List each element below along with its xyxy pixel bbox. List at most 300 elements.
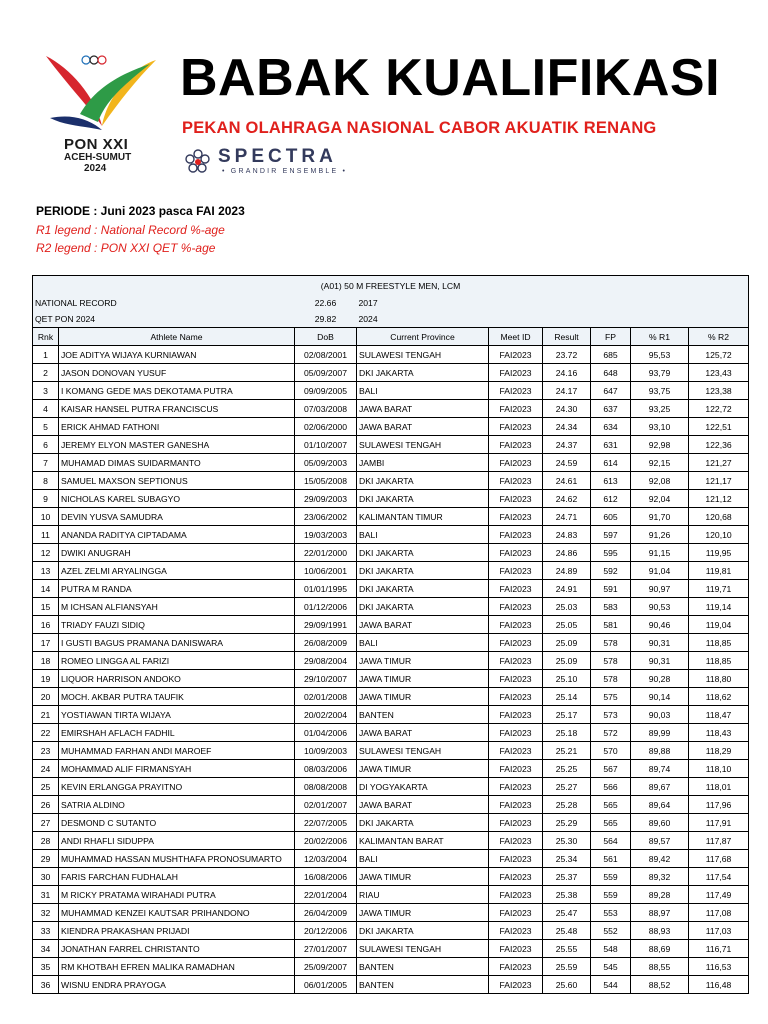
cell-fp: 559 <box>591 886 631 904</box>
table-row <box>33 670 749 688</box>
cell-meet-id: FAI2023 <box>489 976 543 994</box>
table-row <box>33 562 749 580</box>
table-row <box>33 940 749 958</box>
column-header-meet-id: Meet ID <box>489 328 543 346</box>
cell-rank: 7 <box>33 454 59 472</box>
cell-r1: 92,15 <box>631 454 689 472</box>
cell-r1: 89,64 <box>631 796 689 814</box>
cell-result: 25.25 <box>543 760 591 778</box>
cell-dob: 02/01/2008 <box>295 688 357 706</box>
cell-r2: 123,38 <box>689 382 749 400</box>
cell-athlete-name: MOCH. AKBAR PUTRA TAUFIK <box>59 688 295 706</box>
cell-dob: 26/04/2009 <box>295 904 357 922</box>
cell-province: JAWA TIMUR <box>357 688 489 706</box>
cell-r2: 119,81 <box>689 562 749 580</box>
cell-r1: 90,97 <box>631 580 689 598</box>
cell-province: BALI <box>357 850 489 868</box>
cell-meet-id: FAI2023 <box>489 904 543 922</box>
cell-result: 24.17 <box>543 382 591 400</box>
cell-rank: 3 <box>33 382 59 400</box>
cell-r1: 93,25 <box>631 400 689 418</box>
qet-time: 29.82 <box>295 311 357 328</box>
cell-fp: 548 <box>591 940 631 958</box>
cell-fp: 647 <box>591 382 631 400</box>
cell-rank: 5 <box>33 418 59 436</box>
cell-fp: 544 <box>591 976 631 994</box>
cell-meet-id: FAI2023 <box>489 454 543 472</box>
cell-dob: 02/01/2007 <box>295 796 357 814</box>
table-row <box>33 544 749 562</box>
cell-r1: 89,32 <box>631 868 689 886</box>
cell-province: DKI JAKARTA <box>357 544 489 562</box>
cell-r1: 90,03 <box>631 706 689 724</box>
cell-fp: 552 <box>591 922 631 940</box>
cell-result: 25.34 <box>543 850 591 868</box>
table-row <box>33 832 749 850</box>
cell-r1: 89,74 <box>631 760 689 778</box>
cell-r2: 125,72 <box>689 346 749 364</box>
cell-fp: 566 <box>591 778 631 796</box>
cell-meet-id: FAI2023 <box>489 526 543 544</box>
cell-fp: 564 <box>591 832 631 850</box>
cell-athlete-name: AZEL ZELMI ARYALINGGA <box>59 562 295 580</box>
cell-r1: 89,60 <box>631 814 689 832</box>
cell-r2: 118,62 <box>689 688 749 706</box>
cell-r2: 116,48 <box>689 976 749 994</box>
cell-province: JAWA TIMUR <box>357 652 489 670</box>
cell-r1: 89,57 <box>631 832 689 850</box>
column-header-result: Result <box>543 328 591 346</box>
cell-dob: 22/01/2004 <box>295 886 357 904</box>
column-header-dob: DoB <box>295 328 357 346</box>
cell-athlete-name: ANANDA RADITYA CIPTADAMA <box>59 526 295 544</box>
cell-dob: 29/08/2004 <box>295 652 357 670</box>
cell-rank: 27 <box>33 814 59 832</box>
cell-r1: 92,98 <box>631 436 689 454</box>
cell-dob: 05/09/2003 <box>295 454 357 472</box>
cell-rank: 15 <box>33 598 59 616</box>
cell-athlete-name: ROMEO LINGGA AL FARIZI <box>59 652 295 670</box>
spectra-flower-icon <box>182 146 214 178</box>
cell-dob: 15/05/2008 <box>295 472 357 490</box>
cell-meet-id: FAI2023 <box>489 400 543 418</box>
cell-province: SULAWESI TENGAH <box>357 742 489 760</box>
cell-result: 25.38 <box>543 886 591 904</box>
cell-r2: 119,14 <box>689 598 749 616</box>
cell-dob: 22/01/2000 <box>295 544 357 562</box>
table-row <box>33 814 749 832</box>
cell-meet-id: FAI2023 <box>489 958 543 976</box>
cell-province: KALIMANTAN TIMUR <box>357 508 489 526</box>
cell-meet-id: FAI2023 <box>489 688 543 706</box>
cell-dob: 07/03/2008 <box>295 400 357 418</box>
cell-r1: 88,52 <box>631 976 689 994</box>
cell-result: 25.59 <box>543 958 591 976</box>
table-row <box>33 400 749 418</box>
cell-result: 24.89 <box>543 562 591 580</box>
cell-province: JAWA BARAT <box>357 400 489 418</box>
cell-fp: 573 <box>591 706 631 724</box>
cell-r1: 95,53 <box>631 346 689 364</box>
cell-meet-id: FAI2023 <box>489 850 543 868</box>
cell-meet-id: FAI2023 <box>489 634 543 652</box>
cell-r2: 117,54 <box>689 868 749 886</box>
cell-dob: 20/12/2006 <box>295 922 357 940</box>
cell-rank: 21 <box>33 706 59 724</box>
cell-meet-id: FAI2023 <box>489 364 543 382</box>
cell-dob: 01/04/2006 <box>295 724 357 742</box>
cell-dob: 29/09/2003 <box>295 490 357 508</box>
table-row <box>33 688 749 706</box>
cell-dob: 08/03/2006 <box>295 760 357 778</box>
table-row <box>33 850 749 868</box>
cell-result: 25.55 <box>543 940 591 958</box>
cell-province: DKI JAKARTA <box>357 364 489 382</box>
cell-meet-id: FAI2023 <box>489 562 543 580</box>
cell-athlete-name: FARIS FARCHAN FUDHALAH <box>59 868 295 886</box>
cell-dob: 12/03/2004 <box>295 850 357 868</box>
cell-province: JAWA TIMUR <box>357 670 489 688</box>
cell-fp: 583 <box>591 598 631 616</box>
cell-result: 24.37 <box>543 436 591 454</box>
cell-rank: 28 <box>33 832 59 850</box>
cell-result: 24.86 <box>543 544 591 562</box>
cell-rank: 32 <box>33 904 59 922</box>
results-body <box>33 346 749 994</box>
national-record-year: 2017 <box>357 295 489 311</box>
cell-athlete-name: MUHAMMAD FARHAN ANDI MAROEF <box>59 742 295 760</box>
cell-r2: 120,68 <box>689 508 749 526</box>
cell-dob: 10/09/2003 <box>295 742 357 760</box>
cell-rank: 30 <box>33 868 59 886</box>
column-header-rank: Rnk <box>33 328 59 346</box>
cell-athlete-name: ANDI RHAFLI SIDUPPA <box>59 832 295 850</box>
cell-r1: 91,70 <box>631 508 689 526</box>
cell-province: DKI JAKARTA <box>357 580 489 598</box>
cell-rank: 8 <box>33 472 59 490</box>
cell-meet-id: FAI2023 <box>489 670 543 688</box>
cell-athlete-name: JONATHAN FARREL CHRISTANTO <box>59 940 295 958</box>
cell-athlete-name: EMIRSHAH AFLACH FADHIL <box>59 724 295 742</box>
cell-rank: 26 <box>33 796 59 814</box>
cell-province: JAWA BARAT <box>357 418 489 436</box>
cell-province: JAWA TIMUR <box>357 868 489 886</box>
cell-athlete-name: SATRIA ALDINO <box>59 796 295 814</box>
cell-r2: 119,71 <box>689 580 749 598</box>
cell-athlete-name: TRIADY FAUZI SIDIQ <box>59 616 295 634</box>
cell-province: BANTEN <box>357 706 489 724</box>
cell-rank: 1 <box>33 346 59 364</box>
cell-meet-id: FAI2023 <box>489 814 543 832</box>
column-header-province: Current Province <box>357 328 489 346</box>
cell-fp: 570 <box>591 742 631 760</box>
cell-r1: 90,46 <box>631 616 689 634</box>
cell-province: DKI JAKARTA <box>357 922 489 940</box>
cell-r1: 89,42 <box>631 850 689 868</box>
national-record-label: NATIONAL RECORD <box>33 295 295 311</box>
cell-athlete-name: NICHOLAS KAREL SUBAGYO <box>59 490 295 508</box>
cell-result: 24.16 <box>543 364 591 382</box>
cell-result: 24.62 <box>543 490 591 508</box>
cell-meet-id: FAI2023 <box>489 382 543 400</box>
cell-athlete-name: JEREMY ELYON MASTER GANESHA <box>59 436 295 454</box>
cell-dob: 01/10/2007 <box>295 436 357 454</box>
cell-r2: 119,95 <box>689 544 749 562</box>
cell-athlete-name: MUHAMAD DIMAS SUIDARMANTO <box>59 454 295 472</box>
sponsor-tagline: • GRANDIR ENSEMBLE • <box>222 168 348 175</box>
cell-dob: 05/09/2007 <box>295 364 357 382</box>
cell-result: 25.05 <box>543 616 591 634</box>
cell-province: BALI <box>357 526 489 544</box>
cell-r2: 117,68 <box>689 850 749 868</box>
cell-athlete-name: DESMOND C SUTANTO <box>59 814 295 832</box>
cell-r2: 122,72 <box>689 400 749 418</box>
cell-r1: 93,75 <box>631 382 689 400</box>
cell-dob: 09/09/2005 <box>295 382 357 400</box>
cell-rank: 12 <box>33 544 59 562</box>
cell-r2: 117,87 <box>689 832 749 850</box>
cell-fp: 637 <box>591 400 631 418</box>
page-title: BABAK KUALIFIKASI <box>180 49 721 107</box>
column-header-r2: % R2 <box>689 328 749 346</box>
cell-r2: 118,80 <box>689 670 749 688</box>
cell-dob: 02/06/2000 <box>295 418 357 436</box>
cell-fp: 581 <box>591 616 631 634</box>
cell-result: 24.83 <box>543 526 591 544</box>
cell-province: JAMBI <box>357 454 489 472</box>
cell-meet-id: FAI2023 <box>489 508 543 526</box>
cell-dob: 20/02/2004 <box>295 706 357 724</box>
table-row <box>33 346 749 364</box>
cell-dob: 23/06/2002 <box>295 508 357 526</box>
table-row <box>33 490 749 508</box>
cell-result: 25.60 <box>543 976 591 994</box>
cell-athlete-name: KAISAR HANSEL PUTRA FRANCISCUS <box>59 400 295 418</box>
cell-result: 25.17 <box>543 706 591 724</box>
table-row <box>33 472 749 490</box>
table-row <box>33 760 749 778</box>
cell-meet-id: FAI2023 <box>489 778 543 796</box>
cell-r2: 122,36 <box>689 436 749 454</box>
table-row <box>33 958 749 976</box>
cell-province: DKI JAKARTA <box>357 562 489 580</box>
cell-r1: 91,04 <box>631 562 689 580</box>
cell-r1: 91,15 <box>631 544 689 562</box>
cell-rank: 25 <box>33 778 59 796</box>
cell-fp: 567 <box>591 760 631 778</box>
cell-result: 24.30 <box>543 400 591 418</box>
cell-fp: 597 <box>591 526 631 544</box>
cell-result: 25.47 <box>543 904 591 922</box>
r2-legend: R2 legend : PON XXI QET %-age <box>36 241 216 255</box>
cell-athlete-name: DWIKI ANUGRAH <box>59 544 295 562</box>
cell-athlete-name: DEVIN YUSVA SAMUDRA <box>59 508 295 526</box>
cell-dob: 02/08/2001 <box>295 346 357 364</box>
table-row <box>33 364 749 382</box>
cell-athlete-name: I GUSTI BAGUS PRAMANA DANISWARA <box>59 634 295 652</box>
table-row <box>33 886 749 904</box>
cell-fp: 614 <box>591 454 631 472</box>
cell-rank: 11 <box>33 526 59 544</box>
cell-fp: 545 <box>591 958 631 976</box>
cell-rank: 22 <box>33 724 59 742</box>
cell-dob: 16/08/2006 <box>295 868 357 886</box>
cell-r2: 117,91 <box>689 814 749 832</box>
cell-result: 25.29 <box>543 814 591 832</box>
pon-xxi-logo <box>40 48 162 180</box>
cell-fp: 561 <box>591 850 631 868</box>
cell-result: 24.34 <box>543 418 591 436</box>
cell-fp: 605 <box>591 508 631 526</box>
cell-province: DKI JAKARTA <box>357 598 489 616</box>
cell-r1: 90,53 <box>631 598 689 616</box>
cell-fp: 572 <box>591 724 631 742</box>
cell-r2: 118,85 <box>689 634 749 652</box>
cell-result: 25.28 <box>543 796 591 814</box>
table-row <box>33 904 749 922</box>
cell-result: 23.72 <box>543 346 591 364</box>
cell-province: JAWA BARAT <box>357 616 489 634</box>
cell-rank: 19 <box>33 670 59 688</box>
cell-r2: 121,27 <box>689 454 749 472</box>
cell-rank: 33 <box>33 922 59 940</box>
cell-result: 24.59 <box>543 454 591 472</box>
cell-meet-id: FAI2023 <box>489 760 543 778</box>
table-row <box>33 652 749 670</box>
cell-athlete-name: I KOMANG GEDE MAS DEKOTAMA PUTRA <box>59 382 295 400</box>
cell-athlete-name: MUHAMMAD HASSAN MUSHTHAFA PRONOSUMARTO <box>59 850 295 868</box>
table-row <box>33 580 749 598</box>
cell-meet-id: FAI2023 <box>489 544 543 562</box>
cell-province: SULAWESI TENGAH <box>357 436 489 454</box>
sponsor-name: SPECTRA <box>218 146 337 167</box>
cell-fp: 575 <box>591 688 631 706</box>
event-title: (A01) 50 M FREESTYLE MEN, LCM <box>33 276 749 296</box>
cell-dob: 01/01/1995 <box>295 580 357 598</box>
cell-r2: 121,12 <box>689 490 749 508</box>
cell-r1: 90,28 <box>631 670 689 688</box>
cell-rank: 36 <box>33 976 59 994</box>
cell-r2: 117,08 <box>689 904 749 922</box>
cell-meet-id: FAI2023 <box>489 742 543 760</box>
cell-meet-id: FAI2023 <box>489 580 543 598</box>
cell-rank: 18 <box>33 652 59 670</box>
cell-province: JAWA TIMUR <box>357 904 489 922</box>
cell-r2: 118,85 <box>689 652 749 670</box>
cell-meet-id: FAI2023 <box>489 436 543 454</box>
cell-r2: 117,49 <box>689 886 749 904</box>
r1-legend: R1 legend : National Record %-age <box>36 223 225 237</box>
cell-meet-id: FAI2023 <box>489 832 543 850</box>
cell-dob: 26/08/2009 <box>295 634 357 652</box>
cell-r1: 89,99 <box>631 724 689 742</box>
cell-athlete-name: YOSTIAWAN TIRTA WIJAYA <box>59 706 295 724</box>
cell-r2: 118,47 <box>689 706 749 724</box>
cell-rank: 31 <box>33 886 59 904</box>
cell-result: 25.09 <box>543 652 591 670</box>
cell-r2: 120,10 <box>689 526 749 544</box>
cell-r1: 89,88 <box>631 742 689 760</box>
cell-athlete-name: JOE ADITYA WIJAYA KURNIAWAN <box>59 346 295 364</box>
cell-r2: 118,43 <box>689 724 749 742</box>
cell-dob: 10/06/2001 <box>295 562 357 580</box>
cell-province: DKI JAKARTA <box>357 490 489 508</box>
cell-dob: 08/08/2008 <box>295 778 357 796</box>
sponsor-logo <box>182 144 362 180</box>
cell-rank: 2 <box>33 364 59 382</box>
cell-athlete-name: RM KHOTBAH EFREN MALIKA RAMADHAN <box>59 958 295 976</box>
cell-dob: 25/09/2007 <box>295 958 357 976</box>
cell-province: JAWA TIMUR <box>357 760 489 778</box>
table-row <box>33 922 749 940</box>
cell-meet-id: FAI2023 <box>489 346 543 364</box>
cell-fp: 612 <box>591 490 631 508</box>
cell-fp: 578 <box>591 652 631 670</box>
cell-rank: 23 <box>33 742 59 760</box>
cell-result: 25.09 <box>543 634 591 652</box>
cell-r2: 118,29 <box>689 742 749 760</box>
table-row <box>33 778 749 796</box>
cell-athlete-name: SAMUEL MAXSON SEPTIONUS <box>59 472 295 490</box>
cell-province: SULAWESI TENGAH <box>357 940 489 958</box>
cell-athlete-name: ERICK AHMAD FATHONI <box>59 418 295 436</box>
national-record-time: 22.66 <box>295 295 357 311</box>
cell-r2: 118,01 <box>689 778 749 796</box>
cell-r1: 89,67 <box>631 778 689 796</box>
cell-rank: 4 <box>33 400 59 418</box>
cell-fp: 553 <box>591 904 631 922</box>
cell-rank: 29 <box>33 850 59 868</box>
page-subtitle: PEKAN OLAHRAGA NASIONAL CABOR AKUATIK RENANG <box>182 119 657 137</box>
cell-rank: 16 <box>33 616 59 634</box>
cell-athlete-name: PUTRA M RANDA <box>59 580 295 598</box>
results-table <box>32 275 749 994</box>
cell-meet-id: FAI2023 <box>489 706 543 724</box>
cell-r2: 116,53 <box>689 958 749 976</box>
cell-rank: 9 <box>33 490 59 508</box>
cell-fp: 631 <box>591 436 631 454</box>
cell-athlete-name: MOHAMMAD ALIF FIRMANSYAH <box>59 760 295 778</box>
column-header-fp: FP <box>591 328 631 346</box>
cell-r1: 93,10 <box>631 418 689 436</box>
table-row <box>33 724 749 742</box>
cell-athlete-name: KIENDRA PRAKASHAN PRIJADI <box>59 922 295 940</box>
cell-fp: 565 <box>591 796 631 814</box>
table-row <box>33 436 749 454</box>
cell-province: DKI JAKARTA <box>357 472 489 490</box>
cell-fp: 565 <box>591 814 631 832</box>
cell-fp: 685 <box>591 346 631 364</box>
cell-dob: 27/01/2007 <box>295 940 357 958</box>
logo-text-pon: PON XXI <box>64 136 129 153</box>
cell-rank: 34 <box>33 940 59 958</box>
table-row <box>33 634 749 652</box>
cell-r2: 116,71 <box>689 940 749 958</box>
column-header-r1: % R1 <box>631 328 689 346</box>
cell-rank: 13 <box>33 562 59 580</box>
cell-province: BALI <box>357 382 489 400</box>
cell-province: RIAU <box>357 886 489 904</box>
cell-result: 25.37 <box>543 868 591 886</box>
column-header-athlete: Athlete Name <box>59 328 295 346</box>
cell-province: BANTEN <box>357 976 489 994</box>
cell-result: 25.30 <box>543 832 591 850</box>
cell-athlete-name: M RICKY PRATAMA WIRAHADI PUTRA <box>59 886 295 904</box>
cell-result: 25.21 <box>543 742 591 760</box>
cell-dob: 22/07/2005 <box>295 814 357 832</box>
cell-r2: 119,04 <box>689 616 749 634</box>
cell-province: DI YOGYAKARTA <box>357 778 489 796</box>
